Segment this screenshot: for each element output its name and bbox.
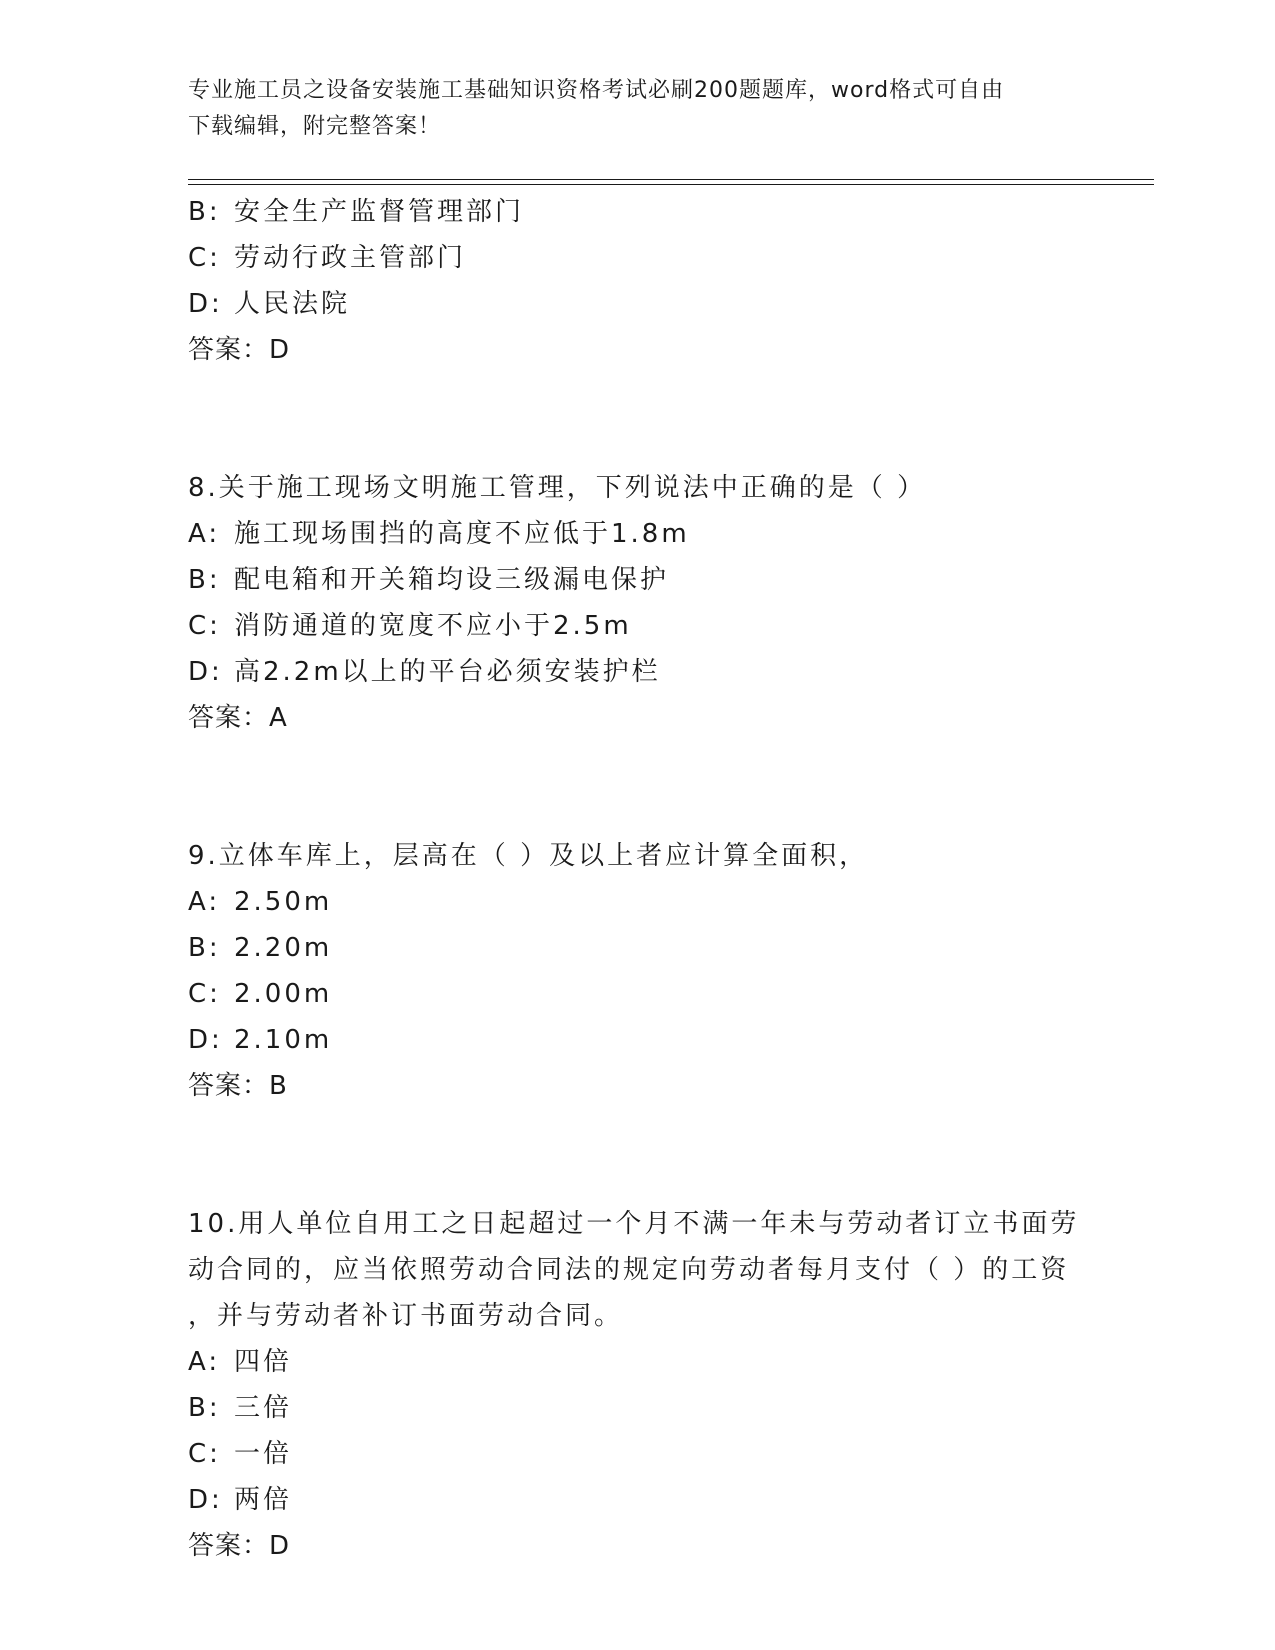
option-letter: D: (188, 289, 223, 319)
option-b (188, 1385, 1088, 1431)
spacer (188, 741, 1088, 833)
question-9 (188, 833, 1088, 1109)
question-text-line-2: 动合同的，应当依照劳动合同法的规定向劳动者每月支付（ ）的工资 (188, 1255, 1070, 1285)
option-text: 2.00m (234, 979, 333, 1009)
spacer (188, 373, 1088, 465)
option-text: 消防通道的宽度不应小于2.5m (234, 611, 632, 641)
option-text: 劳动行政主管部门 (234, 243, 467, 273)
question-text: 8.关于施工现场文明施工管理，下列说法中正确的是（ ） (188, 473, 927, 503)
option-letter: B: (188, 933, 221, 963)
option-letter: C: (188, 611, 221, 641)
header-rule-bottom (188, 184, 1154, 185)
option-c (188, 1431, 1088, 1477)
option-d (188, 1477, 1088, 1523)
option-text: 高2.2m以上的平台必须安装护栏 (234, 657, 661, 687)
option-text: 2.20m (234, 933, 333, 963)
option-b (188, 189, 1088, 235)
option-letter: B: (188, 197, 221, 227)
header-rule-top (188, 179, 1154, 180)
option-letter: D: (188, 1025, 223, 1055)
option-c (188, 971, 1088, 1017)
option-letter: B: (188, 1393, 221, 1423)
option-letter: C: (188, 979, 221, 1009)
option-b (188, 925, 1088, 971)
answer-line: 答案：A (188, 703, 288, 733)
question-text-line-1: 10.用人单位自用工之日起超过一个月不满一年未与劳动者订立书面劳 (188, 1209, 1080, 1239)
option-d (188, 649, 1088, 695)
question-7-tail (188, 189, 1088, 373)
option-letter: D: (188, 657, 223, 687)
option-letter: C: (188, 1439, 221, 1469)
spacer (188, 1109, 1088, 1201)
option-a (188, 879, 1088, 925)
option-letter: B: (188, 565, 221, 595)
answer-line: 答案：D (188, 335, 291, 365)
option-text: 三倍 (234, 1393, 293, 1423)
question-text: 9.立体车库上，层高在（ ）及以上者应计算全面积， (188, 841, 869, 871)
option-text: 2.10m (234, 1025, 333, 1055)
option-letter: C: (188, 243, 221, 273)
option-letter: A: (188, 519, 221, 549)
option-letter: D: (188, 1485, 223, 1515)
option-text: 人民法院 (234, 289, 351, 319)
option-text: 两倍 (234, 1485, 293, 1515)
option-a (188, 511, 1088, 557)
header-line-1: 专业施工员之设备安装施工基础知识资格考试必刷200题题库，word格式可自由 (188, 78, 1005, 103)
option-text: 施工现场围挡的高度不应低于1.8m (234, 519, 690, 549)
option-letter: A: (188, 887, 221, 917)
option-text: 一倍 (234, 1439, 293, 1469)
question-8 (188, 465, 1088, 741)
question-content (188, 189, 1088, 1569)
answer-line: 答案：B (188, 1071, 288, 1101)
option-d (188, 1017, 1088, 1063)
option-text: 四倍 (234, 1347, 293, 1377)
option-text: 2.50m (234, 887, 333, 917)
header-line-2: 下载编辑，附完整答案！ (188, 114, 442, 139)
option-d (188, 281, 1088, 327)
answer-line: 答案：D (188, 1531, 291, 1561)
option-a (188, 1339, 1088, 1385)
option-text: 配电箱和开关箱均设三级漏电保护 (234, 565, 670, 595)
option-c (188, 603, 1088, 649)
option-text: 安全生产监督管理部门 (234, 197, 525, 227)
option-c (188, 235, 1088, 281)
document-header (188, 73, 1088, 145)
option-b (188, 557, 1088, 603)
question-text-line-3: ，并与劳动者补订书面劳动合同。 (188, 1301, 624, 1331)
question-10 (188, 1201, 1088, 1569)
option-letter: A: (188, 1347, 221, 1377)
